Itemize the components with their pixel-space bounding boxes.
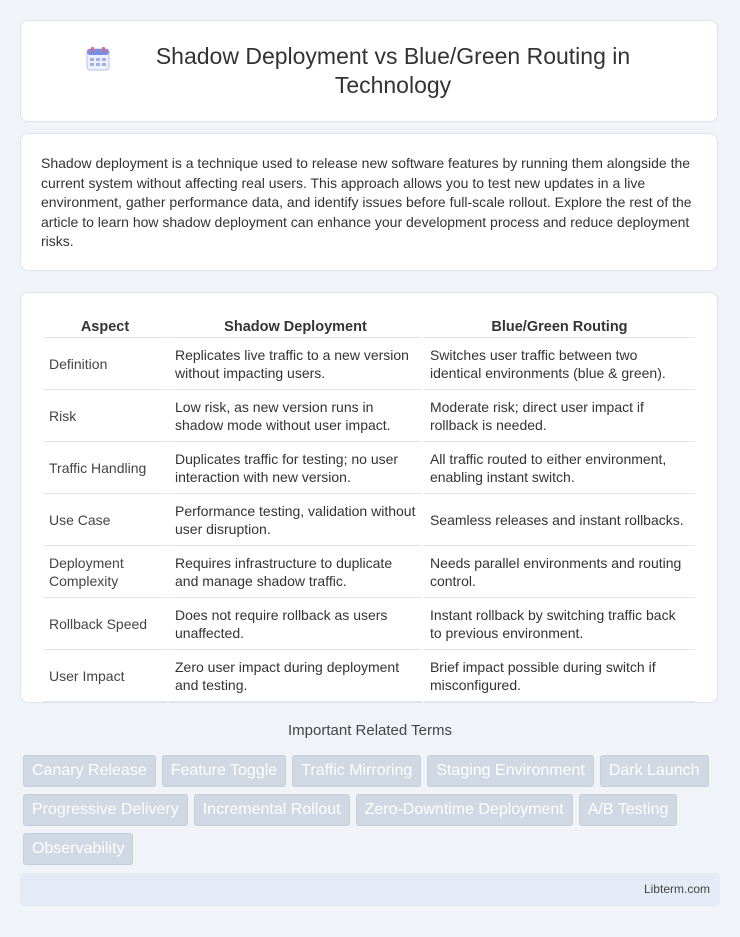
table-header-row [43, 315, 695, 338]
table-row [43, 600, 695, 650]
calendar-icon [85, 46, 111, 72]
footer [20, 873, 720, 906]
row-shadow: Zero user impact during deployment and testing. [169, 652, 422, 702]
row-aspect: Traffic Handling [43, 444, 167, 494]
row-bluegreen: All traffic routed to either environment, enabling instant switch. [424, 444, 695, 494]
header-card [20, 20, 718, 122]
row-bluegreen: Moderate risk; direct user impact if rollback is needed. [424, 392, 695, 442]
tag-feature-toggle[interactable]: Feature Toggle [162, 755, 286, 787]
comparison-table [41, 313, 697, 704]
header-bluegreen: Blue/Green Routing [424, 315, 695, 338]
tag-staging-environment[interactable]: Staging Environment [427, 755, 594, 787]
table-row [43, 548, 695, 598]
title-wrap [85, 42, 653, 100]
row-aspect: Definition [43, 340, 167, 390]
row-shadow: Requires infrastructure to duplicate and manage shadow traffic. [169, 548, 422, 598]
header-shadow: Shadow Deployment [169, 315, 422, 338]
row-aspect: Rollback Speed [43, 600, 167, 650]
intro-text: Shadow deployment is a technique used to release new software features by running them alongside the current system without affecting real users. This approach allows you to test new updates in a live environment, gather performance data, and identify issues before full-scale rollout. Explore the rest of the article to learn how shadow deployment can enhance your development process and reduce deployment risks. [41, 155, 692, 249]
row-shadow: Duplicates traffic for testing; no user interaction with new version. [169, 444, 422, 494]
table-row [43, 496, 695, 546]
row-shadow: Replicates live traffic to a new version without impacting users. [169, 340, 422, 390]
row-shadow: Performance testing, validation without user disruption. [169, 496, 422, 546]
row-shadow: Does not require rollback as users unaffected. [169, 600, 422, 650]
intro-card [20, 133, 718, 271]
row-shadow: Low risk, as new version runs in shadow mode without user impact. [169, 392, 422, 442]
tag-zero-downtime-deployment[interactable]: Zero-Downtime Deployment [356, 794, 573, 826]
row-bluegreen: Brief impact possible during switch if misconfigured. [424, 652, 695, 702]
row-bluegreen: Switches user traffic between two identical environments (blue & green). [424, 340, 695, 390]
related-terms-list [23, 755, 723, 865]
table-row [43, 444, 695, 494]
tag-traffic-mirroring[interactable]: Traffic Mirroring [292, 755, 421, 787]
page-title: Shadow Deployment vs Blue/Green Routing in Technology [155, 43, 631, 98]
row-aspect: Deployment Complexity [43, 548, 167, 598]
row-aspect: Use Case [43, 496, 167, 546]
row-bluegreen: Needs parallel environments and routing control. [424, 548, 695, 598]
table-row [43, 340, 695, 390]
footer-site-link[interactable]: Libterm.com [643, 882, 710, 896]
tag-progressive-delivery[interactable]: Progressive Delivery [23, 794, 188, 826]
related-terms-title: Important Related Terms [288, 722, 452, 739]
row-aspect: Risk [43, 392, 167, 442]
tag-observability[interactable]: Observability [23, 833, 133, 865]
tag-ab-testing[interactable]: A/B Testing [579, 794, 678, 826]
row-bluegreen: Instant rollback by switching traffic back to previous environment. [424, 600, 695, 650]
header-aspect: Aspect [43, 315, 167, 338]
tag-dark-launch[interactable]: Dark Launch [600, 755, 709, 787]
row-aspect: User Impact [43, 652, 167, 702]
table-row [43, 392, 695, 442]
comparison-card [20, 292, 718, 703]
row-bluegreen: Seamless releases and instant rollbacks. [424, 496, 695, 546]
table-row [43, 652, 695, 702]
tag-canary-release[interactable]: Canary Release [23, 755, 156, 787]
tag-incremental-rollout[interactable]: Incremental Rollout [194, 794, 350, 826]
